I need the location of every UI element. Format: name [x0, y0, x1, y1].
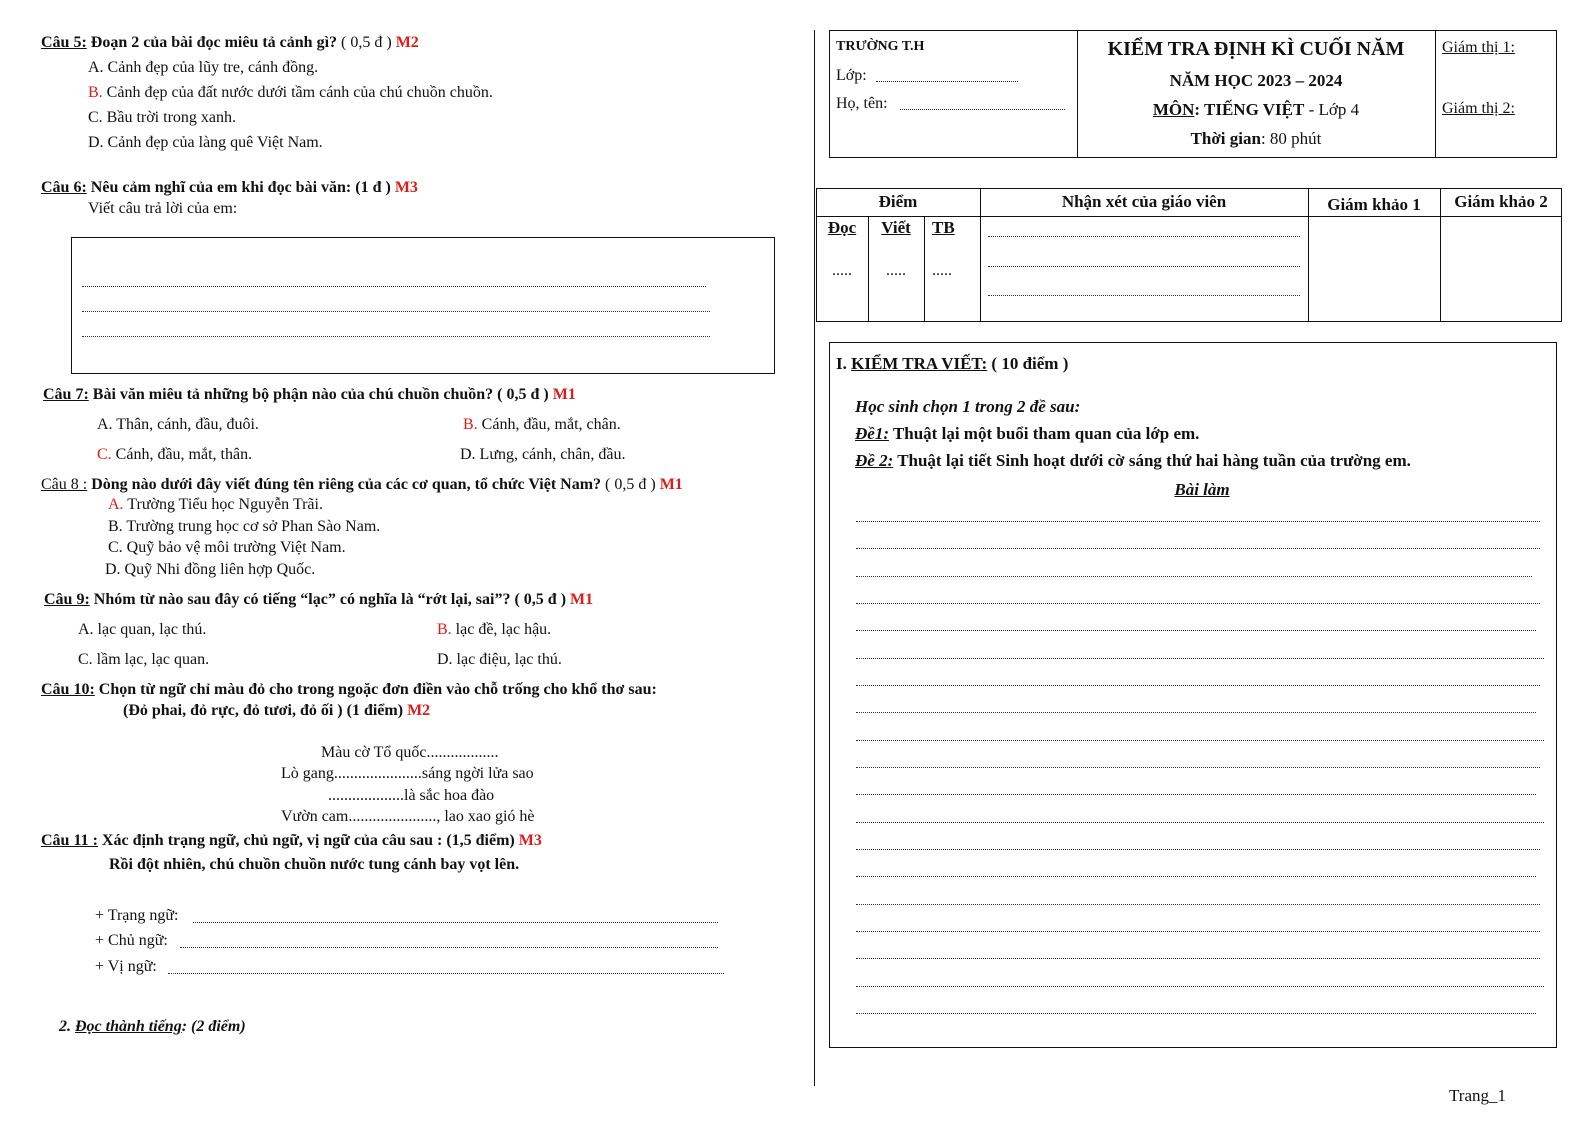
q7-option-b-letter: B. — [463, 416, 478, 433]
q9-option-a[interactable]: A. lạc quan, lạc thú. — [78, 621, 207, 638]
exam-title: KIỂM TRA ĐỊNH KÌ CUỐI NĂM — [1107, 38, 1405, 60]
q8-option-c[interactable]: C. Quỹ bảo vệ môi trường Việt Nam. — [108, 539, 346, 556]
question-5 — [41, 34, 419, 52]
q8-option-a-letter: A. — [108, 496, 124, 513]
topic-2-text: Thuật lại tiết Sinh hoạt dưới cờ sáng thứ hai hàng tuần của trường em. — [897, 451, 1411, 470]
question-7 — [43, 386, 576, 404]
examiner-1-header: Giám khảo 1 — [1327, 195, 1421, 214]
proctor-2-label: Giám thị 2: — [1442, 100, 1515, 117]
q7-level: M1 — [552, 386, 576, 403]
proctor-1-label: Giám thị 1: — [1442, 39, 1515, 56]
q7-option-b-text: Cánh, đầu, mắt, chân. — [477, 416, 621, 433]
essay-line — [856, 603, 1540, 604]
essay-line — [856, 712, 1536, 713]
writing-instruction: Học sinh chọn 1 trong 2 đề sau: — [855, 397, 1081, 416]
question-6 — [41, 179, 418, 197]
q11-vi-ngu-input[interactable] — [168, 973, 724, 974]
q7-label: Câu 7: — [43, 386, 89, 403]
time-value: : 80 phút — [1260, 129, 1322, 148]
q9-level: M1 — [570, 591, 594, 608]
writing-score-header: Viết — [881, 218, 911, 237]
topic-1-text: Thuật lại một buổi tham quan của lớp em. — [892, 424, 1200, 443]
school-year: NĂM HỌC 2023 – 2024 — [1169, 71, 1343, 90]
writing-section-box — [829, 342, 1557, 1048]
q8-option-a[interactable] — [108, 496, 323, 514]
topic-2-label: Đề 2: — [855, 451, 894, 470]
subject-name: : TIẾNG VIỆT — [1194, 100, 1305, 119]
essay-line — [856, 521, 1540, 522]
writing-heading — [836, 354, 1068, 374]
q9-option-b-letter: B. — [437, 621, 452, 638]
q10-options-line — [123, 702, 430, 720]
average-score-value[interactable]: ..... — [932, 262, 952, 279]
q8-option-b[interactable]: B. Trường trung học cơ sở Phan Sào Nam. — [108, 518, 381, 535]
q8-points: ( 0,5 đ ) — [605, 476, 656, 493]
q8-label: Câu 8 : — [41, 476, 88, 493]
q5-points: ( 0,5 đ ) — [341, 34, 392, 51]
q11-chu-ngu-label: + Chủ ngữ: — [95, 932, 168, 949]
question-11 — [41, 832, 542, 850]
q8-level: M1 — [659, 476, 683, 493]
q11-text: Xác định trạng ngữ, chủ ngữ, vị ngữ của câu sau : (1,5 điểm) — [101, 832, 515, 849]
q11-trang-ngu-label: + Trạng ngữ: — [95, 907, 179, 924]
header-divider — [1435, 30, 1436, 158]
answer-line — [82, 336, 710, 337]
essay-line — [856, 740, 1544, 741]
essay-line — [856, 1013, 1536, 1014]
q11-vi-ngu-label: + Vị ngữ: — [95, 958, 157, 975]
q9-option-b[interactable] — [437, 621, 551, 639]
reading-title: Đọc thành tiếng — [75, 1018, 182, 1035]
essay-line — [856, 794, 1536, 795]
writing-heading-title: KIỂM TRA VIẾT: — [851, 354, 988, 373]
q6-level: M3 — [394, 179, 418, 196]
essay-line — [856, 767, 1540, 768]
poem-line: ...................là sắc hoa đào — [328, 787, 495, 804]
school-name: TRƯỜNG T.H — [836, 39, 925, 54]
question-10 — [41, 681, 657, 699]
q6-label: Câu 6: — [41, 179, 87, 196]
topic-1-label: Đề1: — [855, 424, 889, 443]
q9-label: Câu 9: — [44, 591, 90, 608]
q11-label: Câu 11 : — [41, 832, 98, 849]
q6-text: Nêu cảm nghĩ của em khi đọc bài văn: (1 đ ) — [90, 179, 391, 196]
q11-level: M3 — [518, 832, 542, 849]
page-number: Trang_1 — [1449, 1086, 1506, 1105]
poem-line: Lò gang......................sáng ngời lửa sao — [281, 765, 534, 782]
q10-label: Câu 10: — [41, 681, 95, 698]
q7-option-c-text: Cánh, đầu, mắt, thân. — [111, 446, 253, 463]
essay-line — [856, 876, 1536, 877]
poem-line: Màu cờ Tổ quốc.................. — [321, 744, 499, 761]
essay-line — [856, 685, 1540, 686]
q5-option-d[interactable]: D. Cảnh đẹp của làng quê Việt Nam. — [88, 134, 323, 151]
essay-line — [856, 822, 1544, 823]
comment-line[interactable] — [988, 236, 1300, 237]
examiner-2-header: Giám khảo 2 — [1454, 192, 1548, 211]
writing-score-value[interactable]: ..... — [886, 262, 906, 279]
comment-header: Nhận xét của giáo viên — [1061, 192, 1227, 211]
subject-label: MÔN — [1152, 100, 1195, 119]
grade: - Lớp 4 — [1308, 100, 1360, 119]
essay-line — [856, 931, 1540, 932]
topic-2[interactable] — [855, 451, 1411, 471]
reading-points: : (2 điểm) — [181, 1018, 246, 1035]
q7-option-d[interactable]: D. Lưng, cánh, chân, đầu. — [460, 446, 626, 463]
table-divider — [924, 216, 925, 322]
q7-option-b[interactable] — [463, 416, 621, 434]
q6-answer-box[interactable] — [71, 237, 775, 374]
essay-line — [856, 904, 1540, 905]
q9-option-d[interactable]: D. lạc điệu, lạc thú. — [437, 651, 562, 668]
q10-word-options: (Đỏ phai, đỏ rực, đỏ tươi, đỏ ối ) (1 điểm) — [123, 702, 404, 719]
subject-line — [1077, 100, 1435, 120]
answer-line — [82, 311, 710, 312]
reading-aloud-heading — [59, 1018, 246, 1036]
table-row-divider — [816, 216, 1562, 217]
essay-line — [856, 958, 1540, 959]
question-8 — [41, 476, 683, 494]
q5-level: M2 — [395, 34, 419, 51]
essay-line — [856, 986, 1544, 987]
time-line — [1077, 129, 1435, 149]
q5-text: Đoạn 2 của bài đọc miêu tả cảnh gì? — [90, 34, 338, 51]
q5-option-a[interactable]: A. Cảnh đẹp của lũy tre, cánh đồng. — [88, 59, 319, 76]
q5-option-b-letter: B. — [88, 84, 103, 101]
name-label: Họ, tên: — [836, 95, 888, 112]
question-9 — [44, 591, 593, 609]
class-label: Lớp: — [836, 67, 867, 84]
q5-option-b[interactable] — [88, 84, 493, 102]
average-score-header: TB — [932, 218, 955, 237]
comment-line[interactable] — [988, 266, 1300, 267]
essay-line — [856, 658, 1544, 659]
q5-option-b-text: Cảnh đẹp của đất nước dưới tầm cánh của chú chuồn chuồn. — [102, 84, 493, 101]
q11-sentence: Rồi đột nhiên, chú chuồn chuồn nước tung cánh bay vọt lên. — [109, 856, 520, 873]
essay-line — [856, 576, 1532, 577]
essay-line — [856, 630, 1536, 631]
essay-line — [856, 548, 1540, 549]
answer-title: Bài làm — [1174, 480, 1230, 499]
q7-text: Bài văn miêu tả những bộ phận nào của chú chuồn chuồn? ( 0,5 đ ) — [92, 386, 549, 403]
writing-heading-num: I. — [836, 354, 847, 373]
q7-option-c[interactable] — [97, 446, 252, 464]
q10-text: Chọn từ ngữ chỉ màu đỏ cho trong ngoặc đơn điền vào chỗ trống cho khổ thơ sau: — [98, 681, 657, 698]
class-field[interactable] — [876, 81, 1018, 82]
time-label: Thời gian — [1190, 129, 1261, 148]
column-divider — [814, 30, 815, 1086]
reading-score-header: Đọc — [827, 218, 857, 237]
answer-line — [82, 286, 706, 287]
q9-option-b-text: lạc đề, lạc hậu. — [451, 621, 552, 638]
topic-1[interactable] — [855, 424, 1199, 444]
q5-option-c[interactable]: C. Bầu trời trong xanh. — [88, 109, 236, 126]
writing-heading-points: ( 10 điểm ) — [987, 354, 1069, 373]
q8-option-d[interactable]: D. Quỹ Nhi đồng liên hợp Quốc. — [105, 561, 316, 578]
q5-label: Câu 5: — [41, 34, 87, 51]
q8-option-a-text: Trường Tiểu học Nguyễn Trãi. — [123, 496, 323, 513]
essay-line — [856, 849, 1540, 850]
q7-option-a[interactable]: A. Thân, cánh, đầu, đuôi. — [97, 416, 259, 433]
q11-chu-ngu-input[interactable] — [180, 947, 718, 948]
reading-score-value[interactable]: ..... — [832, 262, 852, 279]
q11-trang-ngu-input[interactable] — [193, 922, 718, 923]
comment-line[interactable] — [988, 295, 1300, 296]
q8-text: Dòng nào dưới đây viết đúng tên riêng của các cơ quan, tổ chức Việt Nam? — [91, 476, 602, 493]
q10-level: M2 — [407, 702, 431, 719]
q9-text: Nhóm từ nào sau đây có tiếng “lạc” có nghĩa là “rớt lại, sai”? ( 0,5 đ ) — [93, 591, 567, 608]
q9-option-c[interactable]: C. lầm lạc, lạc quan. — [78, 651, 210, 668]
poem-line: Vườn cam......................, lao xao gió hè — [281, 808, 535, 825]
reading-number: 2. — [59, 1018, 71, 1035]
name-field[interactable] — [900, 109, 1065, 110]
q7-option-c-letter: C. — [97, 446, 112, 463]
q6-instruction: Viết câu trả lời của em: — [88, 200, 238, 217]
score-header: Điểm — [878, 192, 918, 211]
